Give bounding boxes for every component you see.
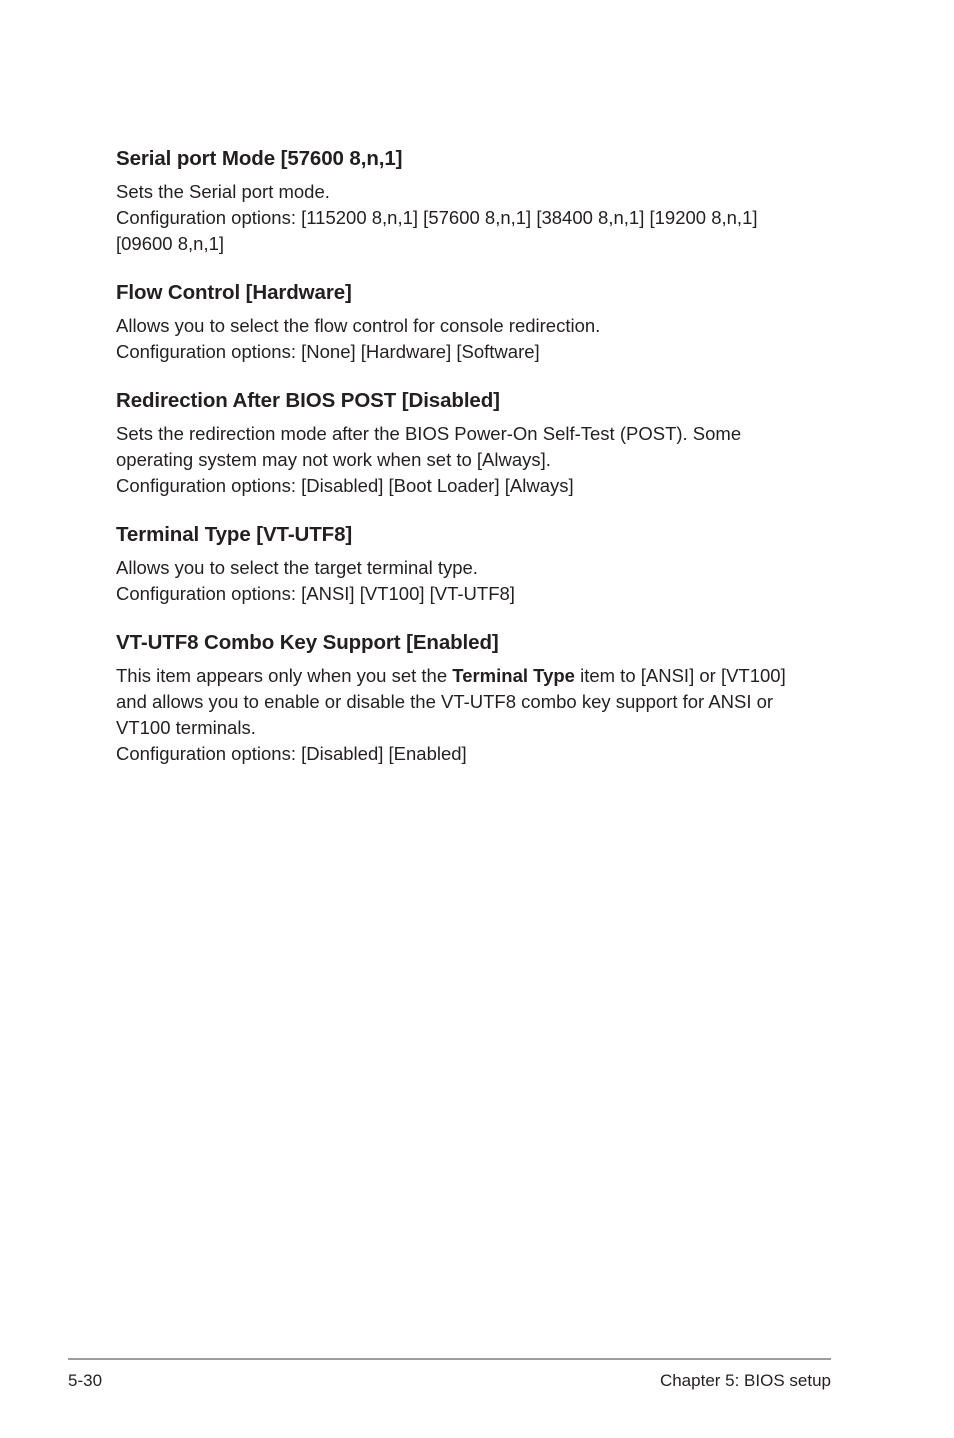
section-text-line: operating system may not work when set to [Always]. (116, 449, 551, 470)
section-text-line: Configuration options: [Disabled] [Enabled] (116, 743, 467, 764)
section-text-line: Configuration options: [Disabled] [Boot Loader] [Always] (116, 475, 574, 496)
section-flow-control (116, 279, 836, 365)
footer-divider (68, 1358, 831, 1360)
section-text-line: [09600 8,n,1] (116, 233, 225, 254)
section-terminal-type (116, 521, 836, 607)
section-text-line: Configuration options: [None] [Hardware] [Software] (116, 341, 540, 362)
section-text-line (116, 663, 836, 689)
section-heading: Serial port Mode [57600 8,n,1] (116, 147, 403, 170)
section-heading: Flow Control [Hardware] (116, 281, 352, 304)
text-run: This item appears only when you set the (116, 665, 453, 686)
chapter-title: Chapter 5: BIOS setup (659, 1371, 831, 1390)
footer-row (68, 1370, 831, 1392)
section-text-line: VT100 terminals. (116, 717, 256, 738)
section-text-line: Configuration options: [ANSI] [VT100] [VT-UTF8] (116, 583, 515, 604)
section-text-line: and allows you to enable or disable the VT-UTF8 combo key support for ANSI or (116, 691, 774, 712)
section-text-line: Allows you to select the flow control for console redirection. (116, 315, 601, 336)
page-number: 5-30 (68, 1371, 103, 1390)
text-run: item to [ANSI] or [VT100] (574, 665, 786, 686)
section-redirection-after-bios-post (116, 387, 836, 499)
section-vt-utf8-combo-key-support (116, 629, 836, 767)
section-heading: Terminal Type [VT-UTF8] (116, 523, 353, 546)
section-text-line: Allows you to select the target terminal type. (116, 557, 478, 578)
section-heading: Redirection After BIOS POST [Disabled] (116, 389, 500, 412)
section-text-line: Configuration options: [115200 8,n,1] [57600 8,n,1] [38400 8,n,1] [19200 8,n,1] (116, 207, 758, 228)
page-footer (68, 1358, 831, 1392)
section-text-line: Sets the Serial port mode. (116, 181, 330, 202)
section-text-line: Sets the redirection mode after the BIOS Power-On Self-Test (POST). Some (116, 423, 742, 444)
section-heading: VT-UTF8 Combo Key Support [Enabled] (116, 631, 499, 654)
section-serial-port-mode (116, 145, 836, 257)
page-content (116, 145, 836, 789)
bold-term-terminal-type: Terminal Type (452, 665, 575, 686)
